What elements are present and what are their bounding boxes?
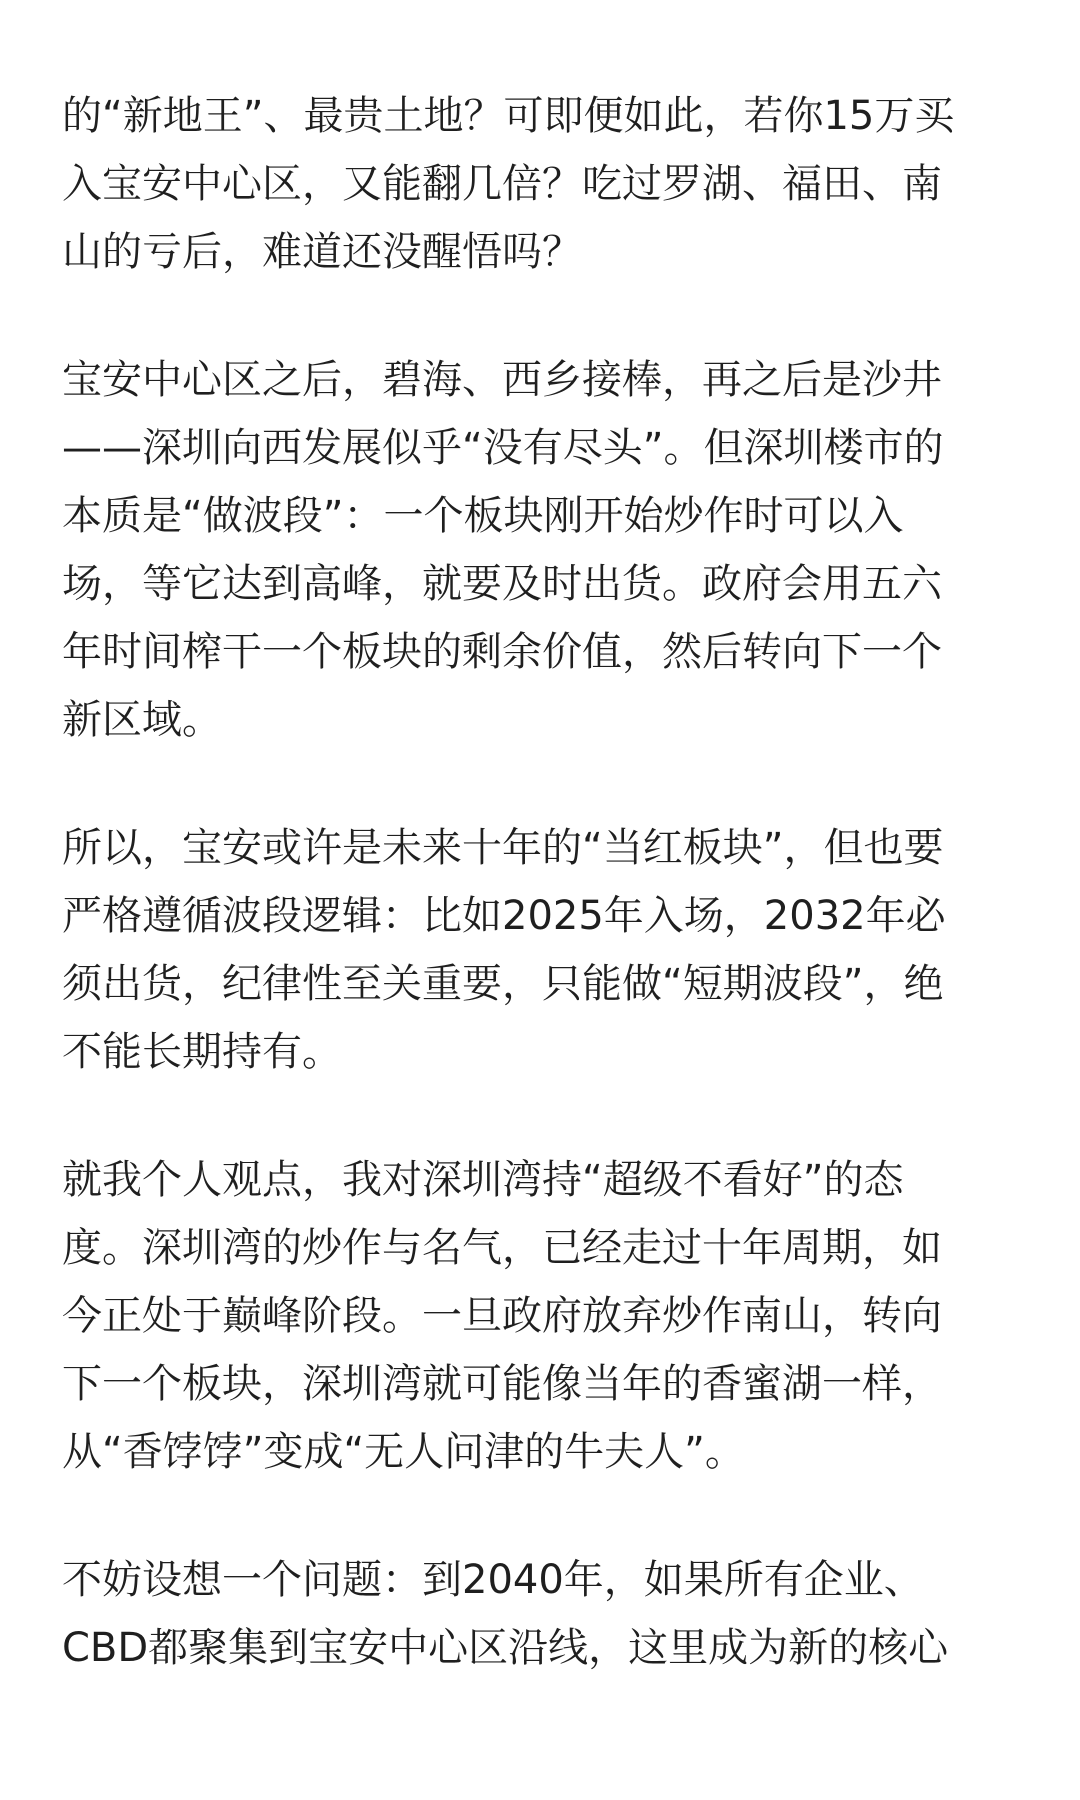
- text-line: 不能长期持有。: [62, 1029, 342, 1075]
- text-line: 度。深圳湾的炒作与名气，已经走过十年周期，如: [62, 1225, 942, 1271]
- text-line: 严格遵循波段逻辑：比如2025年入场，2032年必: [62, 893, 946, 939]
- text-line: 场，等它达到高峰，就要及时出货。政府会用五六: [62, 561, 942, 607]
- text-line: ——深圳向西发展似乎“没有尽头”。但深圳楼市的: [62, 425, 944, 471]
- paragraph-5: [62, 1546, 1022, 1682]
- article-body: [62, 82, 1022, 1742]
- text-line: CBD都聚集到宝安中心区沿线，这里成为新的核心: [62, 1625, 949, 1671]
- text-line: 从“香饽饽”变成“无人问津的牛夫人”。: [62, 1429, 745, 1475]
- text-line: 宝安中心区之后，碧海、西乡接棒，再之后是沙井: [62, 357, 942, 403]
- text-line: 就我个人观点，我对深圳湾持“超级不看好”的态: [62, 1157, 904, 1203]
- text-line: 的“新地王”、最贵土地？可即便如此，若你15万买: [62, 93, 955, 139]
- text-line: 本质是“做波段”：一个板块刚开始炒作时可以入: [62, 493, 904, 539]
- text-line: 山的亏后，难道还没醒悟吗？: [62, 229, 582, 275]
- paragraph-1: [62, 82, 1022, 286]
- text-line: 下一个板块，深圳湾就可能像当年的香蜜湖一样，: [62, 1361, 942, 1407]
- text-line: 今正处于巅峰阶段。一旦政府放弃炒作南山，转向: [62, 1293, 942, 1339]
- text-line: 入宝安中心区，又能翻几倍？吃过罗湖、福田、南: [62, 161, 942, 207]
- text-line: 新区域。: [62, 697, 222, 743]
- text-line: 所以，宝安或许是未来十年的“当红板块”，但也要: [62, 825, 944, 871]
- text-line: 年时间榨干一个板块的剩余价值，然后转向下一个: [62, 629, 942, 675]
- text-line: 不妨设想一个问题：到2040年，如果所有企业、: [62, 1557, 924, 1603]
- paragraph-2: [62, 346, 1022, 754]
- paragraph-3: [62, 814, 1022, 1086]
- text-line: 须出货，纪律性至关重要，只能做“短期波段”，绝: [62, 961, 944, 1007]
- paragraph-4: [62, 1146, 1022, 1486]
